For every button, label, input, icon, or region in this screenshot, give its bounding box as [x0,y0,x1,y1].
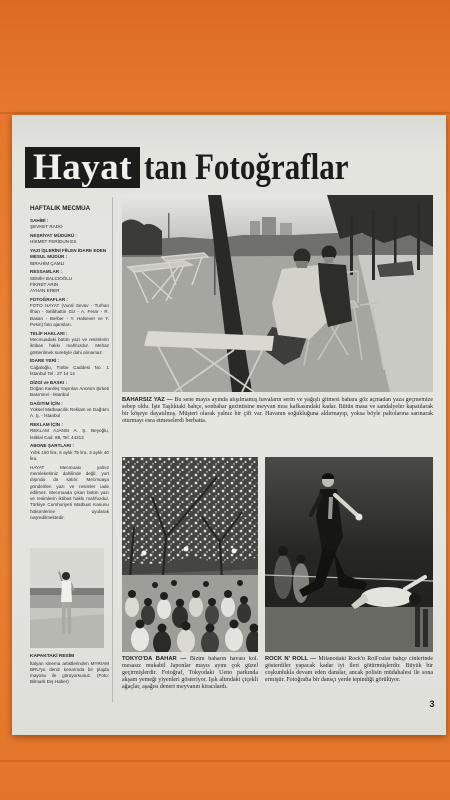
masthead-value: Doğan Kardeş Yayınları Anonim Şirketi Basımevi - İstanbul [30,385,109,398]
masthead-label: DAĞITIM İÇİN : [30,400,63,406]
masthead-value: Cağaloğlu, Türbe Caddesi No. 1 İstanbul Tel : 27 14 14 [30,364,109,376]
caption-heading: TOKYO'DA BAHAR — [122,656,187,662]
masthead-label: FOTOĞRAFLAR : [30,296,68,302]
masthead-label: YAZI İŞLERİNİ FİİLEN İDARE EDEN MESUL MÜDÜR : [30,247,107,260]
page-number: 3 [429,699,435,709]
caption-baharsiz-yaz [122,397,433,426]
masthead-body [30,218,109,544]
masthead-section [30,380,109,399]
masthead-section [30,233,109,246]
dance-photo [265,457,433,652]
masthead-value: Yıllık 150 lira, 6 aylık 75 lira, 3 aylık 40 lira. [30,449,109,461]
masthead-label: İDARE YERİ : [30,358,60,364]
page-title: tan Fotoğraflar [144,147,349,188]
caption-text: Milanodaki Rock'n Roll'cular bahçe cinlerinde gösterdiler yapacak kadar iyi ileri götürmüşlerdir. Büyük bir coşkunlukla devam eden danslar, ancak polisin müdahalesi ile sona ermiştir. Fotoğrafta bir dansçı yerde tepindiği görülüyor. [265,656,433,683]
masthead-section [30,218,109,231]
masthead-label: REKLAM İÇİN : [30,422,63,428]
caption-heading: ROCK N' ROLL — [265,656,317,662]
masthead-label: DİZGİ ve BASKI : [30,379,68,385]
dance-floor [265,607,433,652]
background-fold [0,760,450,762]
caption-heading: BAHARSIZ YAZ — [122,397,173,403]
background-fold [0,112,450,114]
masthead-section [30,297,109,328]
photo-tokyo-bahar [122,457,258,652]
masthead-section [30,358,109,377]
masthead-value: Mecmuadaki bütün yazı ve resimlerin iktibas hakkı mahfuzdur. Mehaz gösterilmek suretiyle dahi alınamaz. [30,337,109,355]
cover-photo-thumbnail [30,548,104,648]
masthead-value: FOTO HAYAT (Vural Sevüv - Turhan İlhan - Selâhattin Giz - A. Ferar - R. Basan - Berber - Y. Halsever ve Y. Pesin) foto ajansları. [30,303,109,328]
masthead-value: HAYAT Mecmuası yalnız memleketimiz dahilinde değil, yurt dışında da satılır. Mecmuaya gönderilen yazı ve resimler iade edilmez. Mecmuada çıkan bütün yazı ve resimlerin iktibas hakkı mahfuzdur. Türkiye Cumhuriyeti Matbuat Kanunu hükümlerine uyularak neşredilmektedir. [30,464,109,521]
cover-note-heading: KAPAKTAKİ RESİM [30,654,75,659]
masthead-value: REKLAM AJANSI A. Ş. Beyoğlu, İstiklal Cad. 88, Tel: 44212 [30,428,109,440]
caption-text: Bizim baharın havası kol. mesasız mukabil Japonlar mayıs ayını çok güzel geçirmişlerdir. Fotoğraf, Tokyodaki Ueno parkında akşam yemeği yiyenleri gösteriyor. Işık altındaki çiçekli ağaçlar, aşağısı deneri meyvanın kiracılardı. [122,656,258,690]
beach-photo [30,548,104,648]
masthead-label: ABONE ŞARTLARI : [30,443,74,449]
photo-rock-n-roll [265,457,433,652]
masthead-value: ŞEVKET RADO [30,224,63,230]
magazine-page [12,115,446,735]
masthead-value: Yüksel Matbaacılık Reklam ve Dağıtım A. Ş. - İstanbul [30,407,109,419]
masthead-column [25,197,113,702]
caption-text: Bu sene mayıs ayında alışılmamış havaların serin ve yağışlı gitmesi bahara göz açmadan yaza geçmemize sebep oldu. İşte Taşlıktaki bahçe, sonbahar gezintisine meyvan mısı kafkasındaki kadar. Bütün masa ve sandalyeler kapatılarak bir köşeye dayatılmış. Müşteri olarak yalnız bir çift var. Havanın soğukluğuna aldırmayıp, yoksa böyle paltolarına sarınarak oturmayı esra etmeselerdi berbatta. [122,397,433,424]
caption-tokyo-bahar [122,656,258,699]
cover-note-text: İtalyan sinema artistlerinden MYRIAM BRU'yu deniz kenarında bir plajda mayosu ile görüyorsunuz. (Foto: Bilmark Dış Haber) [30,661,109,684]
masthead-name: HAFTALIK MECMUA [30,205,91,212]
park-photo [122,195,433,392]
masthead-label: SAHİBİ : [30,218,49,223]
masthead-value: SEMİH BALCIOĞLU FİKRET ARIN AYHAN ERER [30,275,73,294]
masthead-label: TELİF HAKLARI : [30,330,68,336]
caption-rock-n-roll [265,656,433,699]
masthead-section [30,443,109,462]
masthead-section [30,331,109,356]
masthead-section [30,465,109,522]
masthead-value: HİKMET FERİDUN ES [30,239,77,245]
masthead-section [30,401,109,420]
masthead-section [30,422,109,441]
title-highlight: Hayat [25,147,140,188]
masthead-label: RESSAMLAR : [30,269,62,275]
masthead-section [30,248,109,267]
photo-baharsiz-yaz [122,195,433,392]
masthead-value: İBRAHİM ÇAMLI [30,260,65,266]
masthead-section [30,269,109,294]
masthead-label: NEŞRİYAT MÜDÜRÜ : [30,232,77,238]
blossom-crowd-photo [122,457,258,652]
